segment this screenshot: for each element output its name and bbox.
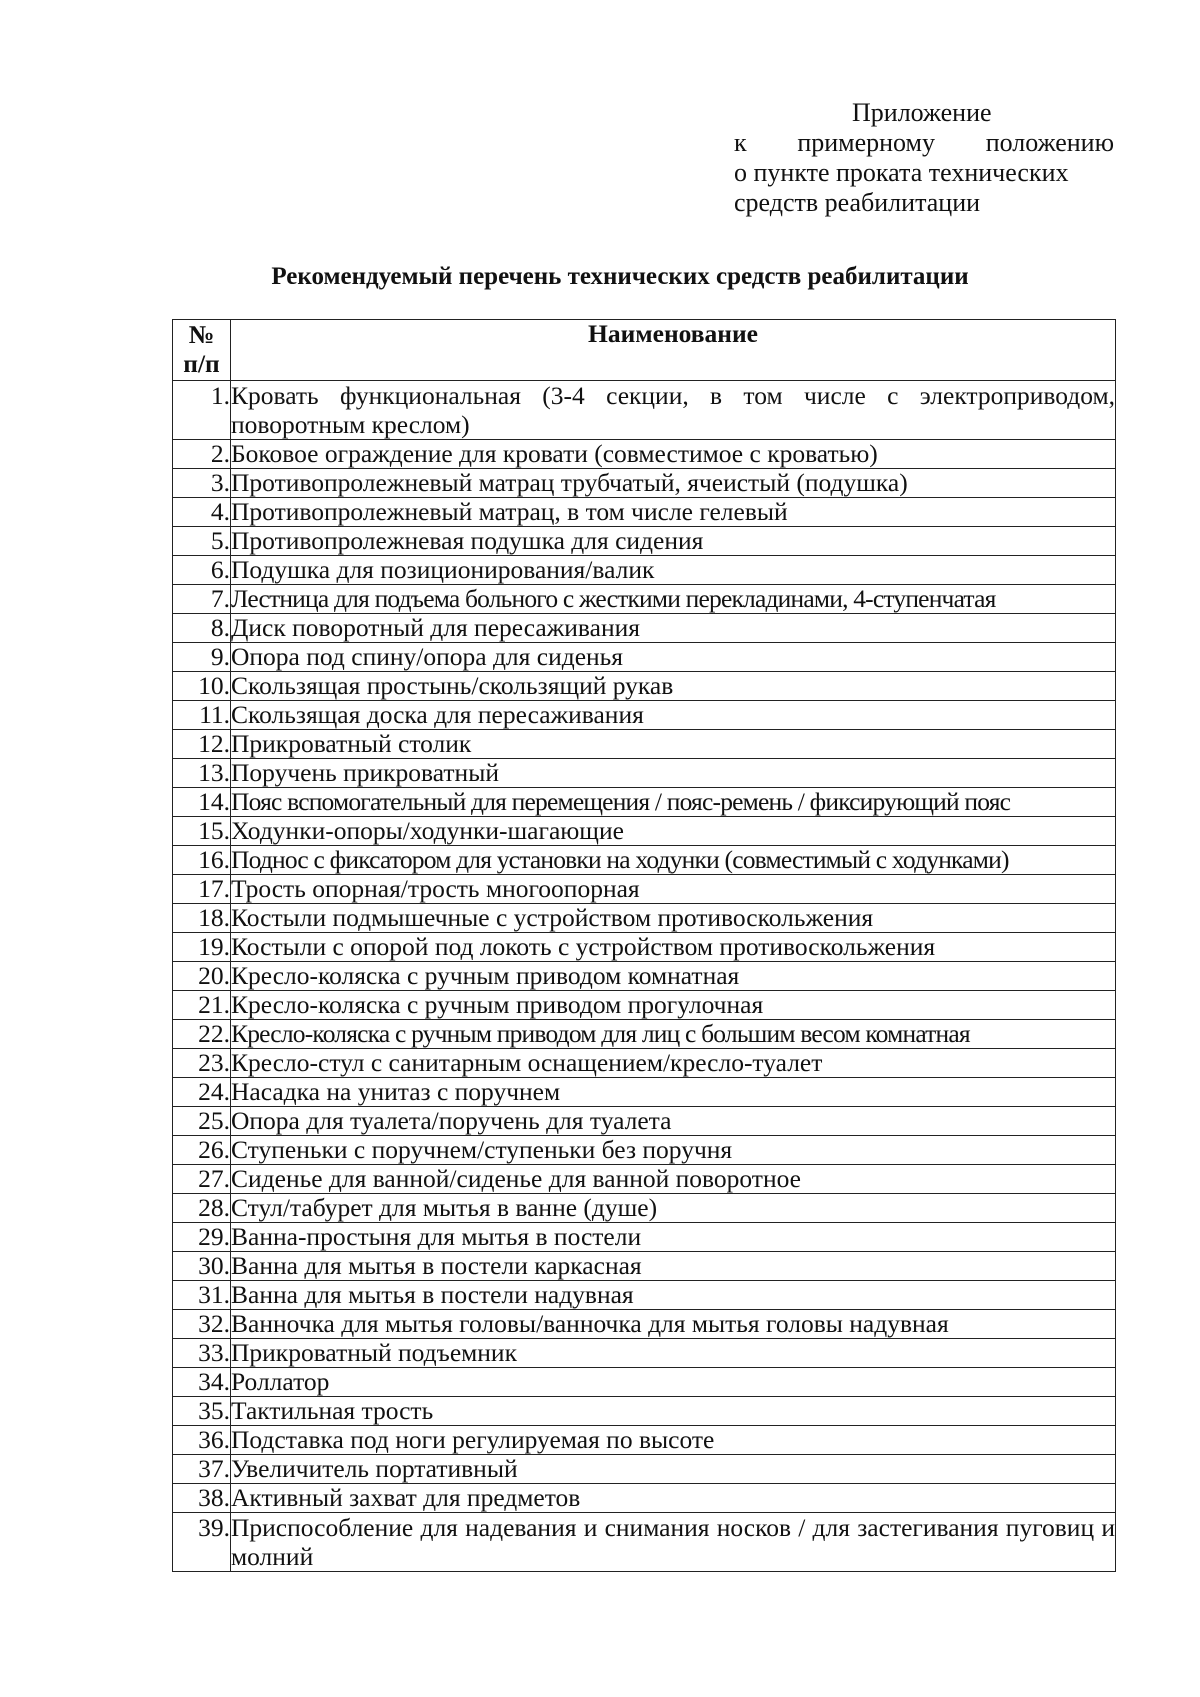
row-number: 10.	[173, 672, 231, 701]
table-row	[173, 904, 1116, 933]
row-number: 34.	[173, 1368, 231, 1397]
row-number: 15.	[173, 817, 231, 846]
appendix-line-4: средств реабилитации	[734, 188, 981, 217]
row-name: Подставка под ноги регулируемая по высоте	[231, 1426, 1116, 1455]
row-name: Опора под спину/опора для сиденья	[231, 643, 1116, 672]
row-name: Костыли подмышечные с устройством противоскольжения	[231, 904, 1116, 933]
row-name: Кресло-стул с санитарным оснащением/кресло-туалет	[231, 1049, 1116, 1078]
table-row	[173, 498, 1116, 527]
row-name: Ванна для мытья в постели надувная	[231, 1281, 1116, 1310]
table-row	[173, 701, 1116, 730]
row-number: 13.	[173, 759, 231, 788]
row-number: 27.	[173, 1165, 231, 1194]
appendix-line-1: Приложение	[852, 98, 992, 127]
row-name: Противопролежневый матрац трубчатый, ячеистый (подушка)	[231, 469, 1116, 498]
row-number: 3.	[173, 469, 231, 498]
row-name: Тактильная трость	[231, 1397, 1116, 1426]
row-number: 9.	[173, 643, 231, 672]
row-name: Ванна-простыня для мытья в постели	[231, 1223, 1116, 1252]
row-number: 6.	[173, 556, 231, 585]
row-name: Ванночка для мытья головы/ванночка для мытья головы надувная	[231, 1310, 1116, 1339]
row-number: 11.	[173, 701, 231, 730]
row-name: Сиденье для ванной/сиденье для ванной поворотное	[231, 1165, 1116, 1194]
row-number: 24.	[173, 1078, 231, 1107]
document-title: Рекомендуемый перечень технических средств реабилитации	[271, 263, 969, 290]
row-number: 21.	[173, 991, 231, 1020]
row-number: 33.	[173, 1339, 231, 1368]
row-name: Пояс вспомогательный для перемещения / пояс-ремень / фиксирующий пояс	[231, 788, 1116, 817]
row-number: 39.	[173, 1513, 231, 1572]
row-number: 20.	[173, 962, 231, 991]
appendix-line-2	[734, 128, 1114, 158]
table-row	[173, 1339, 1116, 1368]
table-row	[173, 585, 1116, 614]
table-row	[173, 1368, 1116, 1397]
row-number: 12.	[173, 730, 231, 759]
row-number: 30.	[173, 1252, 231, 1281]
row-number: 14.	[173, 788, 231, 817]
row-name: Ступеньки с поручнем/ступеньки без поручня	[231, 1136, 1116, 1165]
row-name: Лестница для подъема больного с жесткими перекладинами, 4-ступенчатая	[231, 585, 1116, 614]
table-row	[173, 991, 1116, 1020]
row-number: 37.	[173, 1455, 231, 1484]
row-name: Противопролежневый матрац, в том числе гелевый	[231, 498, 1116, 527]
table-header-row	[173, 320, 1116, 381]
row-number: 31.	[173, 1281, 231, 1310]
table-row	[173, 1484, 1116, 1513]
appendix-word: положению	[985, 128, 1114, 157]
row-number: 26.	[173, 1136, 231, 1165]
row-name: Поднос с фиксатором для установки на ходунки (совместимый с ходунками)	[231, 846, 1116, 875]
table-row	[173, 1281, 1116, 1310]
row-name: Кресло-коляска с ручным приводом прогулочная	[231, 991, 1116, 1020]
table-row	[173, 1049, 1116, 1078]
row-name: Костыли с опорой под локоть с устройством противоскольжения	[231, 933, 1116, 962]
row-number: 8.	[173, 614, 231, 643]
row-name: Боковое ограждение для кровати (совместимое с кроватью)	[231, 440, 1116, 469]
table-row	[173, 527, 1116, 556]
row-name: Кресло-коляска с ручным приводом для лиц с большим весом комнатная	[231, 1020, 1116, 1049]
table-row	[173, 1426, 1116, 1455]
row-number: 7.	[173, 585, 231, 614]
table-row	[173, 1078, 1116, 1107]
header-name: Наименование	[231, 320, 1116, 381]
row-name: Опора для туалета/поручень для туалета	[231, 1107, 1116, 1136]
row-number: 23.	[173, 1049, 231, 1078]
row-number: 18.	[173, 904, 231, 933]
table-row	[173, 1136, 1116, 1165]
table-row	[173, 1165, 1116, 1194]
row-name: Противопролежневая подушка для сидения	[231, 527, 1116, 556]
row-number: 38.	[173, 1484, 231, 1513]
row-number: 1.	[173, 381, 231, 440]
row-name: Активный захват для предметов	[231, 1484, 1116, 1513]
row-name: Кресло-коляска с ручным приводом комнатная	[231, 962, 1116, 991]
row-number: 25.	[173, 1107, 231, 1136]
row-name: Стул/табурет для мытья в ванне (душе)	[231, 1194, 1116, 1223]
row-number: 19.	[173, 933, 231, 962]
table-row	[173, 817, 1116, 846]
row-number: 32.	[173, 1310, 231, 1339]
table-row	[173, 672, 1116, 701]
row-number: 22.	[173, 1020, 231, 1049]
table-row	[173, 556, 1116, 585]
row-number: 35.	[173, 1397, 231, 1426]
table-row	[173, 788, 1116, 817]
table-row	[173, 614, 1116, 643]
row-number: 16.	[173, 846, 231, 875]
table-row	[173, 1020, 1116, 1049]
row-number: 2.	[173, 440, 231, 469]
row-number: 36.	[173, 1426, 231, 1455]
header-number: № п/п	[173, 320, 231, 381]
row-name: Кровать функциональная (3-4 секции, в том числе с электроприводом, поворотным креслом)	[231, 381, 1115, 439]
table-row	[173, 469, 1116, 498]
row-number: 28.	[173, 1194, 231, 1223]
row-number: 5.	[173, 527, 231, 556]
row-number: 17.	[173, 875, 231, 904]
row-name: Скользящая простынь/скользящий рукав	[231, 672, 1116, 701]
appendix-word: примерному	[797, 128, 936, 157]
row-name: Прикроватный подъемник	[231, 1339, 1116, 1368]
table-row	[173, 643, 1116, 672]
table-row	[173, 962, 1116, 991]
table-row	[173, 875, 1116, 904]
row-name: Поручень прикроватный	[231, 759, 1116, 788]
appendix-word: к	[734, 128, 747, 157]
row-name: Приспособление для надевания и снимания носков / для застегивания пуговиц и молний	[231, 1513, 1115, 1571]
table-row	[173, 1107, 1116, 1136]
row-name: Роллатор	[231, 1368, 1116, 1397]
table-row	[173, 1310, 1116, 1339]
row-name: Ходунки-опоры/ходунки-шагающие	[231, 817, 1116, 846]
table-row	[173, 1455, 1116, 1484]
appendix-line-3: о пункте проката технических	[734, 158, 1069, 187]
table-row	[173, 381, 1116, 440]
row-name: Трость опорная/трость многоопорная	[231, 875, 1116, 904]
table-row	[173, 730, 1116, 759]
row-name: Диск поворотный для пересаживания	[231, 614, 1116, 643]
table-row	[173, 1223, 1116, 1252]
table-row	[173, 440, 1116, 469]
row-number: 29.	[173, 1223, 231, 1252]
table-row	[173, 759, 1116, 788]
table-row	[173, 1513, 1116, 1572]
table-row	[173, 1252, 1116, 1281]
row-name: Прикроватный столик	[231, 730, 1116, 759]
appendix-note	[734, 98, 1114, 218]
row-name: Ванна для мытья в постели каркасная	[231, 1252, 1116, 1281]
row-name: Насадка на унитаз с поручнем	[231, 1078, 1116, 1107]
row-name: Увеличитель портативный	[231, 1455, 1116, 1484]
table-row	[173, 1194, 1116, 1223]
row-name: Подушка для позиционирования/валик	[231, 556, 1116, 585]
table-row	[173, 933, 1116, 962]
row-number: 4.	[173, 498, 231, 527]
table-row	[173, 846, 1116, 875]
row-name: Скользящая доска для пересаживания	[231, 701, 1116, 730]
rehab-equipment-table	[172, 319, 1116, 1572]
table-row	[173, 1397, 1116, 1426]
